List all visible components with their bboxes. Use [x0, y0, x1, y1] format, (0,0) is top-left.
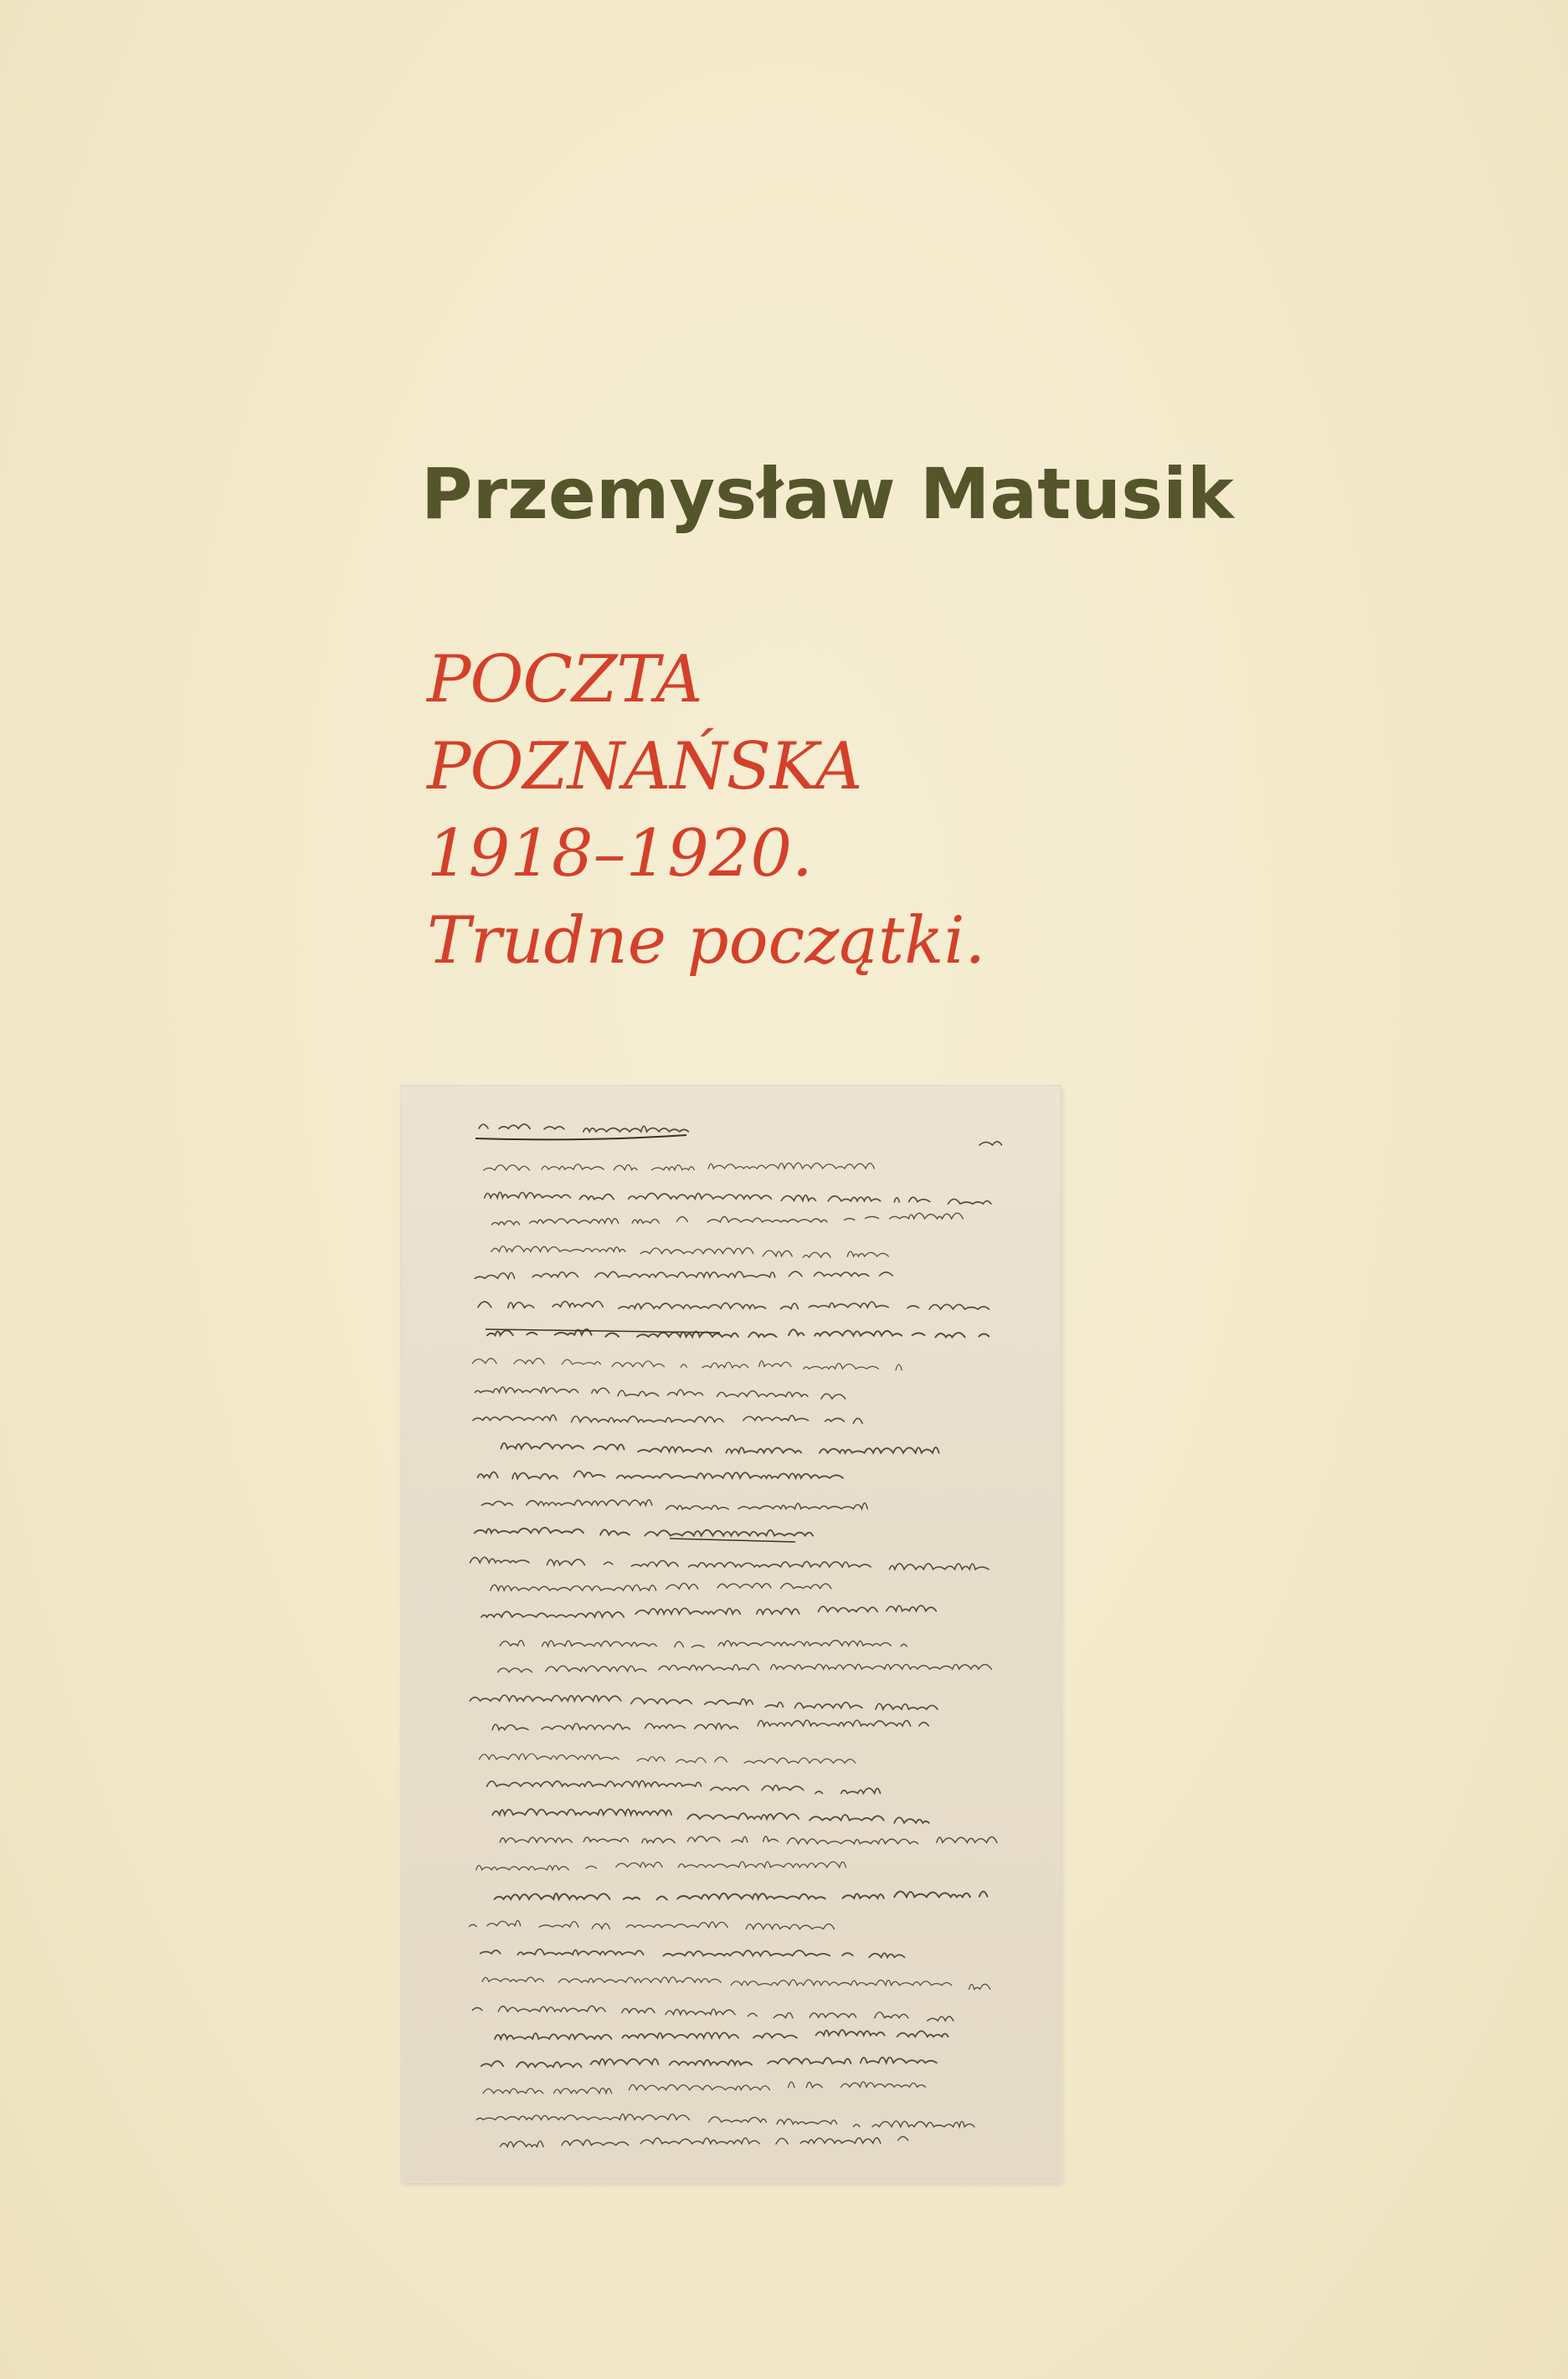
heading-underline [476, 1135, 686, 1139]
handwriting-line [469, 1920, 834, 1929]
handwriting-line [482, 1977, 990, 1990]
handwriting-line [500, 1641, 907, 1647]
handwriting-line [495, 1892, 1000, 1900]
body-underline [670, 1539, 795, 1542]
handwriting-line [483, 2082, 925, 2094]
title-line-1: POCZTA [427, 642, 702, 717]
handwriting-line [485, 1192, 991, 1204]
handwriting-line [478, 1301, 990, 1309]
handwriting-line [481, 1949, 905, 1957]
handwriting-line [479, 1754, 855, 1763]
handwriting-line [487, 1780, 881, 1793]
handwriting-line [475, 1528, 833, 1540]
handwriting-line [491, 1213, 963, 1225]
handwriting-line [491, 1246, 888, 1257]
title-line-2: POZNAŃSKA [427, 729, 862, 804]
handwriting-line [476, 1862, 846, 1870]
handwriting-line [491, 1583, 831, 1590]
handwriting-line [476, 2114, 974, 2126]
handwriting-line [479, 1124, 702, 1133]
handwriting-line [497, 1664, 991, 1672]
book-title [427, 636, 1432, 984]
handwriting-line [501, 1443, 938, 1453]
handwriting-line [979, 1142, 1002, 1145]
handwriting-line [473, 1415, 862, 1423]
handwriting-line [481, 2058, 937, 2068]
title-line-4: Trudne początki. [427, 903, 986, 979]
handwriting-line [475, 1272, 892, 1278]
handwriting-line [481, 1606, 954, 1617]
handwriting-line [470, 1557, 988, 1569]
handwriting-line [492, 1720, 937, 1730]
handwriting-line [477, 1471, 843, 1478]
manuscript-image [402, 1087, 1060, 2181]
body-underline [486, 1329, 720, 1333]
handwriting-line [495, 2030, 948, 2039]
handwriting-scribbles [402, 1087, 1060, 2181]
handwriting-line [484, 1163, 875, 1170]
handwriting-line [475, 1387, 845, 1399]
handwriting-line [492, 1809, 938, 1823]
handwriting-line [481, 1500, 878, 1513]
author-name: Przemysław Matusik [421, 453, 1234, 535]
title-line-3: 1918–1920. [427, 816, 813, 891]
handwriting-line [470, 1695, 938, 1709]
handwriting-line [472, 2006, 953, 2021]
handwriting-line [472, 1359, 902, 1370]
handwriting-line [500, 2136, 907, 2146]
handwriting-line [500, 1837, 997, 1844]
